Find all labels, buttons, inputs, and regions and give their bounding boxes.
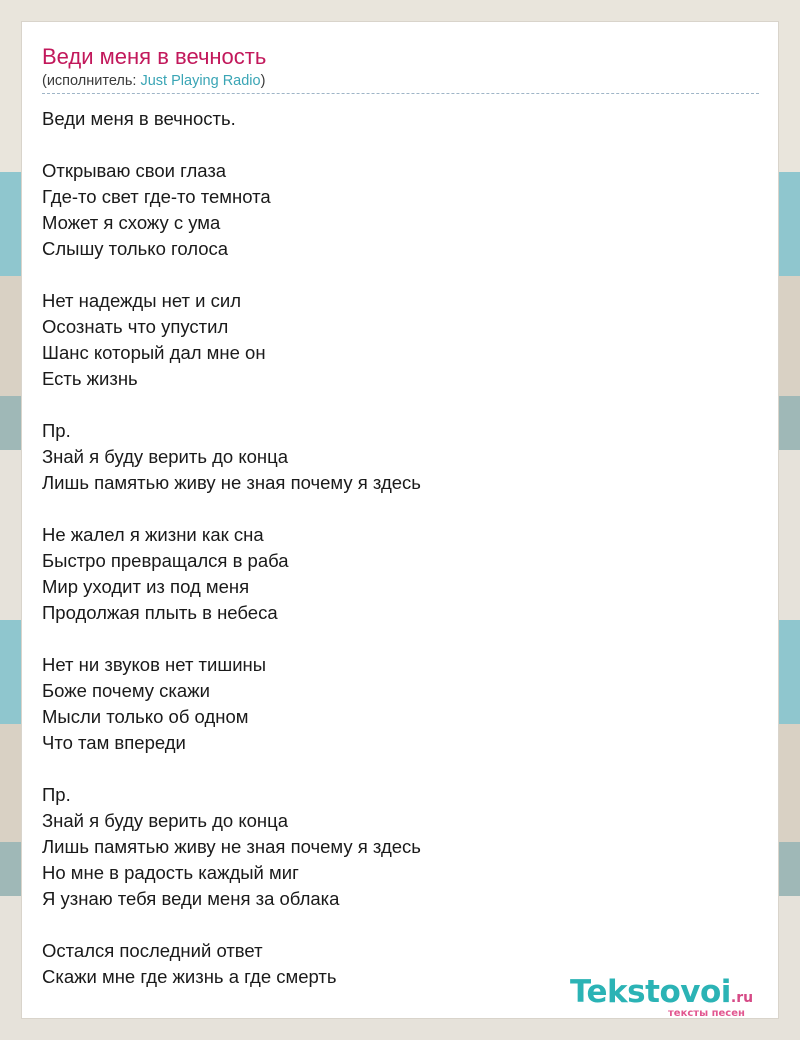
lyrics-line: Осознать что упустил <box>42 316 229 337</box>
lyrics-line: Что там впереди <box>42 732 186 753</box>
lyrics-blank-line <box>42 626 421 652</box>
lyrics-line: Мир уходит из под меня <box>42 576 250 597</box>
song-title: Веди меня в вечность <box>42 44 267 69</box>
logo-domain: .ru <box>730 990 754 1006</box>
lyrics-line: Скажи мне где жизнь а где смерть <box>42 966 337 987</box>
artist-line <box>42 73 265 89</box>
lyrics-line: Не жалел я жизни как сна <box>42 524 264 545</box>
lyrics-line: Пр. <box>42 784 71 805</box>
logo-name: Tekstovoi <box>570 974 731 1010</box>
lyrics-line: Где-то свет где-то темнота <box>42 186 271 207</box>
lyrics-card <box>22 22 778 1018</box>
lyrics-line: Я узнаю тебя веди меня за облака <box>42 888 340 909</box>
lyrics-line: Мысли только об одном <box>42 706 249 727</box>
site-logo[interactable] <box>570 974 780 1022</box>
lyrics-blank-line <box>42 392 421 418</box>
lyrics-line: Но мне в радость каждый миг <box>42 862 299 883</box>
lyrics-blank-line <box>42 756 421 782</box>
lyrics-body <box>42 106 421 990</box>
lyrics-line: Знай я буду верить до конца <box>42 810 289 831</box>
lyrics-line: Лишь памятью живу не зная почему я здесь <box>42 836 421 857</box>
lyrics-line: Быстро превращался в раба <box>42 550 289 571</box>
logo-tagline: тексты песен <box>668 1008 745 1019</box>
lyrics-line: Может я схожу с ума <box>42 212 221 233</box>
lyrics-blank-line <box>42 496 421 522</box>
logo-wordmark <box>570 974 753 1010</box>
artist-suffix: ) <box>260 73 266 89</box>
artist-link[interactable]: Just Playing Radio <box>140 73 261 89</box>
lyrics-line: Боже почему скажи <box>42 680 210 701</box>
lyrics-line: Продолжая плыть в небеса <box>42 602 278 623</box>
lyrics-line: Нет ни звуков нет тишины <box>42 654 267 675</box>
dashed-divider <box>42 93 759 94</box>
lyrics-blank-line <box>42 132 421 158</box>
lyrics-line: Открываю свои глаза <box>42 160 227 181</box>
lyrics-line: Шанс который дал мне он <box>42 342 266 363</box>
lyrics-blank-line <box>42 262 421 288</box>
artist-prefix: (исполнитель: <box>42 73 141 89</box>
lyrics-line: Нет надежды нет и сил <box>42 290 241 311</box>
lyrics-line: Остался последний ответ <box>42 940 263 961</box>
lyrics-line: Веди меня в вечность. <box>42 108 236 129</box>
lyrics-line: Знай я буду верить до конца <box>42 446 289 467</box>
lyrics-blank-line <box>42 912 421 938</box>
lyrics-line: Лишь памятью живу не зная почему я здесь <box>42 472 421 493</box>
lyrics-line: Слышу только голоса <box>42 238 229 259</box>
lyrics-line: Пр. <box>42 420 71 441</box>
lyrics-line: Есть жизнь <box>42 368 138 389</box>
